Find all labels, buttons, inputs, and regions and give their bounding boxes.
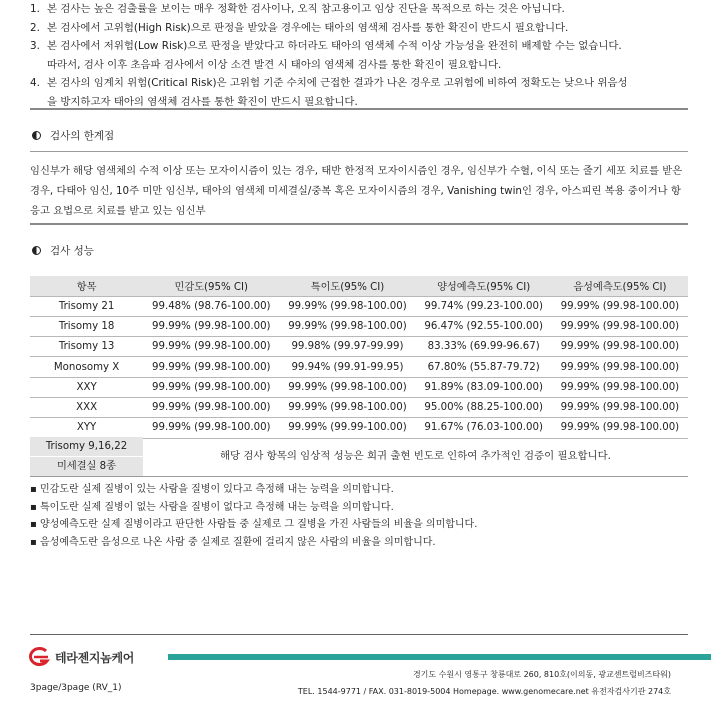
genome-logo-icon	[26, 646, 52, 668]
table-cell: 99.99% (99.98-100.00)	[279, 397, 415, 417]
table-row	[30, 316, 688, 336]
table-cell: 99.99% (99.98-100.00)	[279, 296, 415, 316]
table-cell: 99.99% (99.98-100.00)	[552, 397, 688, 417]
column-header: 항목	[30, 276, 143, 296]
table-cell: 99.99% (99.99-100.00)	[279, 418, 415, 438]
table-row	[30, 377, 688, 397]
table-cell: 83.33% (69.99-96.67)	[416, 337, 552, 357]
table-cell: 67.80% (55.87-79.72)	[416, 357, 552, 377]
table-cell: 91.89% (83.09-100.00)	[416, 377, 552, 397]
divider	[30, 108, 688, 110]
table-cell: 99.99% (99.98-100.00)	[552, 418, 688, 438]
table-cell: 99.99% (99.98-100.00)	[279, 316, 415, 336]
table-cell: 99.74% (99.23-100.00)	[416, 296, 552, 316]
bullet-icon: ▪	[30, 501, 37, 513]
column-header: 음성예측도(95% CI)	[552, 276, 688, 296]
table-cell: 99.99% (99.98-100.00)	[279, 377, 415, 397]
table-cell: 99.99% (99.98-100.00)	[143, 418, 279, 438]
table-cell: 99.99% (99.98-100.00)	[143, 337, 279, 357]
table-cell: 99.99% (99.98-100.00)	[143, 377, 279, 397]
note-item: 3. 본 검사에서 저위험(Low Risk)으로 판정을 받았다고 하더라도 태아의 염색체 수적 이상 가능성을 완전히 배제할 수는 없습니다.	[30, 40, 622, 52]
extra-items-row	[30, 437, 688, 476]
limits-text: 임신부가 해당 염색체의 수적 이상 또는 모자이시즘이 있는 경우, 태반 한정적 모자이시즘인 경우, 임신부가 수혈, 이식 또는 줄기 세포 치료를 받은 경우, 다태아 임신, 10주 미만 임신부, 태아의 염색체 미세결실/중복 혹은 모자이시즘의 경우, Vanishing twin인 경우, 아스피린 복용 중이거나 항 응고 요법으로 치료를 받고 있는 임신부	[30, 165, 683, 217]
table-cell: 99.98% (99.97-99.99)	[279, 337, 415, 357]
definitions-list	[30, 481, 477, 551]
extra-item-label: Trisomy 9,16,22	[30, 437, 143, 456]
table-cell: Monosomy X	[30, 357, 143, 377]
table-cell: 99.99% (99.98-100.00)	[552, 296, 688, 316]
notes-list	[30, 0, 690, 111]
table-cell: XYY	[30, 418, 143, 438]
table-row	[30, 418, 688, 438]
definition-item: ▪ 음성예측도란 음성으로 나온 사람 중 실제로 질환에 걸리지 않은 사람의 비율을 의미합니다.	[30, 534, 477, 552]
half-circle-icon	[32, 131, 41, 140]
table-cell: 99.99% (99.98-100.00)	[552, 377, 688, 397]
bullet-icon: ▪	[30, 519, 37, 530]
footer-address-block	[298, 666, 671, 700]
table-cell: Trisomy 21	[30, 296, 143, 316]
note-item: 4. 본 검사의 임계치 위험(Critical Risk)은 고위험 기준 수치에 근접한 결과가 나온 경우로 고위험에 비하여 정확도는 낮으나 위음성	[30, 77, 628, 89]
table-cell: 96.47% (92.55-100.00)	[416, 316, 552, 336]
column-header: 특이도(95% CI)	[279, 276, 415, 296]
note-item-continued: 을 방지하고자 태아의 염색체 검사를 통한 확진이 반드시 필요합니다.	[47, 95, 358, 108]
table-row	[30, 337, 688, 357]
company-name: 테라젠지놈케어	[55, 650, 135, 665]
table-cell: 99.99% (99.98-100.00)	[143, 357, 279, 377]
table-cell: XXX	[30, 397, 143, 417]
half-circle-icon	[32, 246, 41, 255]
note-item-continued: 따라서, 검사 이후 초음파 검사에서 이상 소견 발견 시 태아의 염색체 검사를 통한 확진이 필요합니다.	[47, 58, 502, 71]
definition-item: ▪ 양성예측도란 실제 질병이라고 판단한 사람들 중 실제로 그 질병을 가진 사람들의 비율을 의미합니다.	[30, 516, 477, 534]
definition-item: ▪ 특이도란 실제 질병이 없는 사람을 질병이 없다고 측정해 내는 능력을 의미합니다.	[30, 499, 477, 517]
table-cell: Trisomy 18	[30, 316, 143, 336]
footer-address: 경기도 수원시 영통구 창룡대로 260, 810호(이의동, 광교센트럴비즈타워)	[412, 670, 671, 679]
page-number: 3page/3page (RV_1)	[30, 683, 122, 693]
extra-item-message: 해당 검사 항목의 임상적 성능은 희귀 출현 빈도로 인하여 추가적인 검증이 필요합니다.	[220, 450, 611, 462]
table-row	[30, 397, 688, 417]
table-cell: XXY	[30, 377, 143, 397]
footer-accent-bar	[168, 654, 711, 660]
note-item: 2. 본 검사에서 고위험(High Risk)으로 판정을 받았을 경우에는 태아의 염색체 검사를 통한 확진이 반드시 필요합니다.	[30, 21, 569, 34]
table-header-row	[30, 276, 688, 296]
note-item: 1. 본 검사는 높은 검출률을 보이는 매우 정확한 검사이나, 오직 참고용이고 임상 진단을 목적으로 하는 것은 아닙니다.	[30, 3, 565, 15]
performance-section-title: 검사 성능	[32, 243, 94, 258]
company-logo	[26, 646, 134, 668]
table-cell: 99.99% (99.98-100.00)	[143, 397, 279, 417]
definition-item: ▪ 민감도란 실제 질병이 있는 사람을 질병이 있다고 측정해 내는 능력을 의미합니다.	[30, 481, 477, 499]
performance-table	[30, 276, 688, 439]
table-cell: 91.67% (76.03-100.00)	[416, 418, 552, 438]
bullet-icon: ▪	[30, 536, 37, 548]
table-cell: 99.99% (99.98-100.00)	[552, 357, 688, 377]
footer-contact: TEL. 1544-9771 / FAX. 031-8019-5004 Homepage. www.genomecare.net 유전자검사기관 274호	[297, 687, 671, 696]
divider	[30, 151, 688, 152]
divider	[30, 223, 688, 225]
column-header: 양성예측도(95% CI)	[416, 276, 552, 296]
column-header: 민감도(95% CI)	[143, 276, 279, 296]
table-row	[30, 357, 688, 377]
divider	[30, 476, 688, 477]
table-cell: Trisomy 13	[30, 337, 143, 357]
table-cell: 99.99% (99.98-100.00)	[552, 316, 688, 336]
table-row	[30, 296, 688, 316]
limits-section-title: 검사의 한계점	[32, 128, 114, 143]
table-cell: 99.99% (99.98-100.00)	[552, 337, 688, 357]
footer-divider	[30, 634, 688, 635]
table-cell: 99.48% (98.76-100.00)	[143, 296, 279, 316]
table-cell: 95.00% (88.25-100.00)	[416, 397, 552, 417]
extra-item-label: 미세결실 8종	[30, 457, 143, 476]
table-cell: 99.99% (99.98-100.00)	[143, 316, 279, 336]
table-cell: 99.94% (99.91-99.95)	[279, 357, 415, 377]
bullet-icon: ▪	[30, 484, 37, 495]
